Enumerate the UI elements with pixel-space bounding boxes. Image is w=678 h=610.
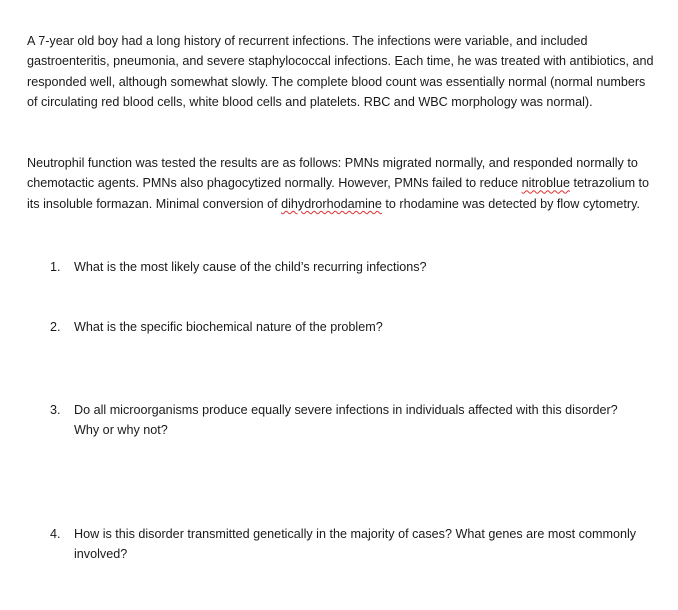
question-number: 1. [50, 260, 61, 274]
spellcheck-term-nitroblue: nitroblue [521, 176, 570, 191]
question-3 [50, 400, 640, 441]
question-text: What is the most likely cause of the child’s recurring infections? [74, 260, 427, 274]
paragraph2-part3: to rhodamine was detected by flow cytometry. [381, 196, 640, 211]
spellcheck-term-dihydrorhodamine: dihydrorhodamine [281, 196, 382, 211]
question-2 [50, 317, 640, 337]
question-text: What is the specific biochemical nature of the problem? [74, 320, 383, 334]
paragraph2-part2: tetrazolium to its insoluble formazan. Minimal conversion of [27, 176, 650, 211]
neutrophil-function-paragraph [27, 153, 659, 214]
question-number: 4. [50, 527, 61, 541]
question-number: 2. [50, 320, 61, 334]
paragraph2-part1: Neutrophil function was tested the results are as follows: PMNs migrated normally, and responded normally to chemotactic agents. PMNs also phagocytized normally. However, PMNs failed to reduce [27, 156, 638, 191]
question-4 [50, 524, 640, 565]
question-text: How is this disorder transmitted genetically in the majority of cases? What genes are most commonly involved? [74, 527, 637, 562]
question-number: 3. [50, 403, 61, 417]
case-description-paragraph: A 7-year old boy had a long history of recurrent infections. The infections were variable, and included gastroenteritis, pneumonia, and severe staphylococcal infections. Each time, he was treated with antibiotics, and responded well, although somewhat slowly. The complete blood count was essentially normal (normal numbers of circulating red blood cells, white blood cells and platelets. RBC and WBC morphology was normal). [27, 34, 654, 110]
question-1 [50, 257, 640, 277]
question-text: Do all microorganisms produce equally severe infections in individuals affected with this disorder? Why or why not? [74, 403, 618, 438]
